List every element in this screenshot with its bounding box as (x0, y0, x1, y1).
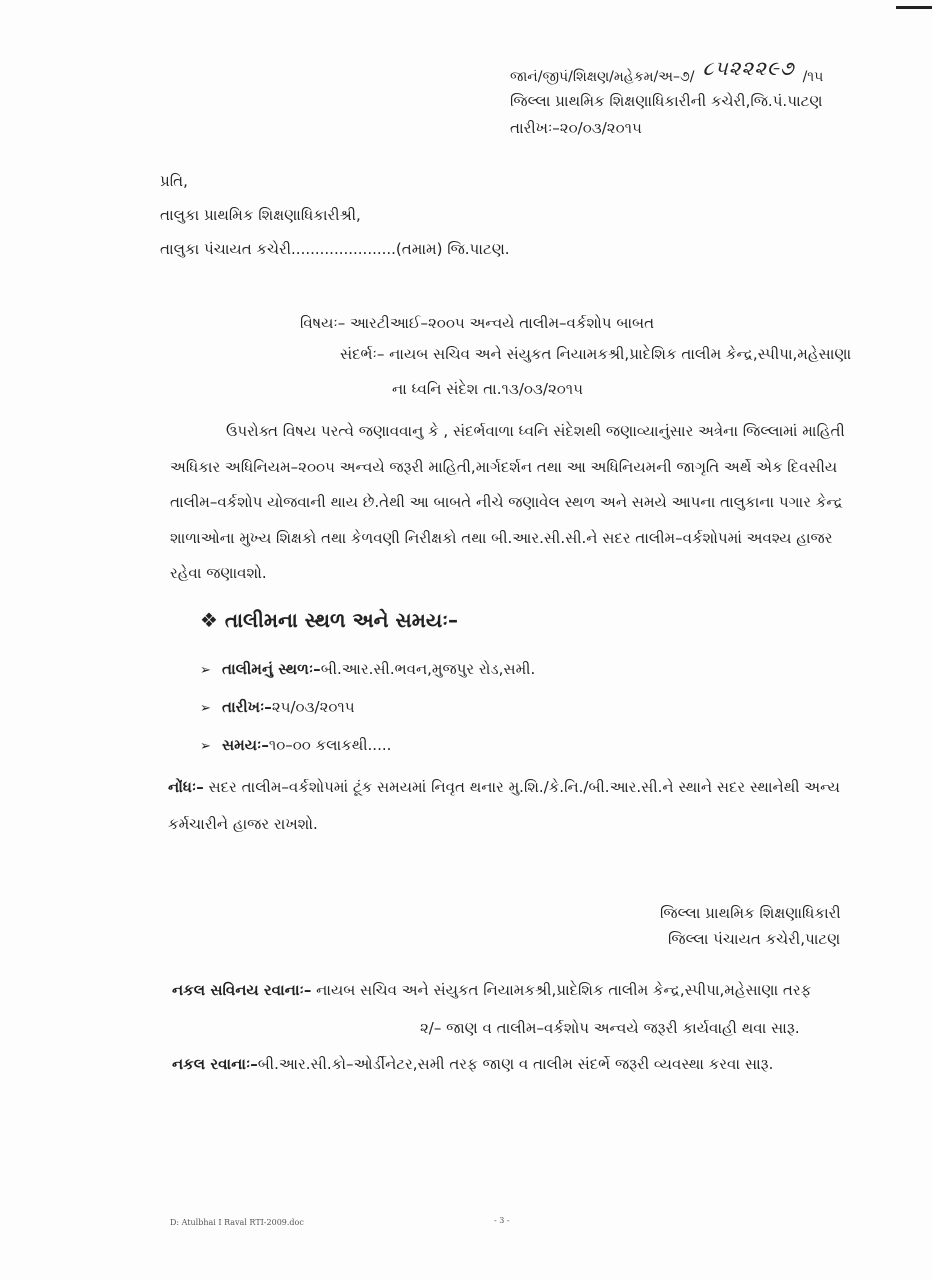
arrow-bullet-icon: ➢ (200, 663, 211, 678)
item-label: સમયઃ– (222, 736, 269, 754)
copy-text: બી.આર.સી.કો–ઓર્ડીનેટર,સમી તરફ જાણ વ તાલીમ સંદર્ભે જરૂરી વ્યવસ્થા કરવા સારૂ. (257, 1055, 774, 1073)
reference-line-1: સંદર્ભઃ– નાયબ સચિવ અને સંયુકત નિયામકશ્રી,પ્રાદેશિક તાલીમ કેન્દ્ર,સ્પીપા,મહેસાણા (340, 345, 852, 363)
office-name: જિલ્લા પ્રાથમિક શિક્ષણાધિકારીની કચેરી,જિ.પં.પાટણ (510, 92, 823, 110)
training-heading: ❖ તાલીમના સ્થળ અને સમયઃ– (200, 608, 458, 632)
item-label: તાલીમનું સ્થળઃ– (222, 660, 321, 678)
addressee-line-1: પ્રતિ, (160, 172, 188, 190)
training-item-date (200, 698, 355, 716)
ref-suffix: /૧૫ (802, 69, 824, 85)
item-label: તારીખઃ– (222, 698, 272, 716)
copy-to-line-3 (172, 1055, 773, 1073)
note-text: સદર તાલીમ–વર્કશોપમાં ટૂંક સમયમાં નિવૃત થનાર મુ.શિ./કે.નિ./બી.આર.સી.ને સ્થાને સદર સ્થાનેથી અન્ય કર્મચારીને હાજર રાખશો. (168, 778, 840, 833)
letter-date: તારીખઃ–૨૦/૦૩/૨૦૧૫ (510, 119, 642, 137)
handwritten-number: ૮૫૨૨૨૯૭ (702, 56, 795, 80)
footer-page-number: - 3 - (494, 1216, 510, 1225)
body-paragraph-text: ઉપરોક્ત વિષય પરત્વે જણાવવાનુ કે , સંદર્ભવાળા ધ્વનિ સંદેશથી જણાવ્યાનુંસાર અત્રેના જિલ્લામાં માહિતી અધિકાર અધિનિયમ–૨૦૦૫ અન્વયે જરૂરી માહિતી,માર્ગદર્શન તથા આ અધિનિયમની જાગૃતિ અર્થે એક દિવસીય તાલીમ–વર્કશોપ યોજવાની થાય છે.તેથી આ બાબતે નીચે જણાવેલ સ્થળ અને સમયે આપના તાલુકાના પગાર કેન્દ્ર શાળાઓના મુખ્ય શિક્ષકો તથા કેળવણી નિરીક્ષકો તથા બી.આર.સી.સી.ને સદર તાલીમ–વર્કશોપમાં અવશ્ય હાજર રહેવા જણાવશો. (170, 422, 845, 582)
signature-office: જિલ્લા પંચાયત કચેરી,પાટણ (668, 930, 841, 948)
item-value: ૧૦–૦૦ કલાકથી..... (268, 736, 392, 754)
signature-title: જિલ્લા પ્રાથમિક શિક્ષણાધિકારી (660, 904, 841, 922)
footer-filename: D: Atulbhai I Raval RTI-2009.doc (170, 1218, 304, 1227)
body-paragraph (170, 414, 860, 592)
item-value: ૨૫/૦૩/૨૦૧૫ (271, 698, 355, 716)
copy-to-line-1 (172, 981, 811, 999)
copy-label: નકલ સવિનય રવાનાઃ– (172, 981, 312, 999)
item-value: બી.આર.સી.ભવન,મુજપુર રોડ,સમી. (320, 660, 536, 678)
ref-prefix: જાનં/જીપં/શિક્ષણ/મહેકમ/અ–૭/ (510, 69, 695, 85)
training-item-time (200, 736, 391, 754)
addressee-line-2: તાલુકા પ્રાથમિક શિક્ષણાધિકારીશ્રી, (160, 206, 361, 224)
arrow-bullet-icon: ➢ (200, 739, 211, 754)
reference-number (510, 56, 824, 86)
note-label: નોંધઃ– (168, 778, 204, 796)
scan-edge-mark (896, 6, 932, 9)
copy-label: નકલ રવાનાઃ– (172, 1055, 258, 1073)
arrow-bullet-icon: ➢ (200, 701, 211, 716)
copy-to-line-2: ૨/– જાણ વ તાલીમ–વર્કશોપ અન્વયે જરૂરી કાર્યવાહી થવા સારૂ. (420, 1019, 800, 1037)
reference-line-2: ના ધ્વનિ સંદેશ તા.૧૩/૦૩/૨૦૧૫ (392, 380, 584, 398)
training-item-place (200, 660, 535, 678)
addressee-line-3: તાલુકા પંચાયત કચેરી......................(તમામ) જિ.પાટણ. (160, 240, 510, 258)
note-paragraph (168, 769, 868, 843)
copy-text: નાયબ સચિવ અને સંયુકત નિયામકશ્રી,પ્રાદેશિક તાલીમ કેન્દ્ર,સ્પીપા,મહેસાણા તરફ (316, 981, 812, 999)
subject-line: વિષયઃ– આરટીઆઈ–૨૦૦૫ અન્વયે તાલીમ–વર્કશોપ બાબત (300, 314, 655, 332)
